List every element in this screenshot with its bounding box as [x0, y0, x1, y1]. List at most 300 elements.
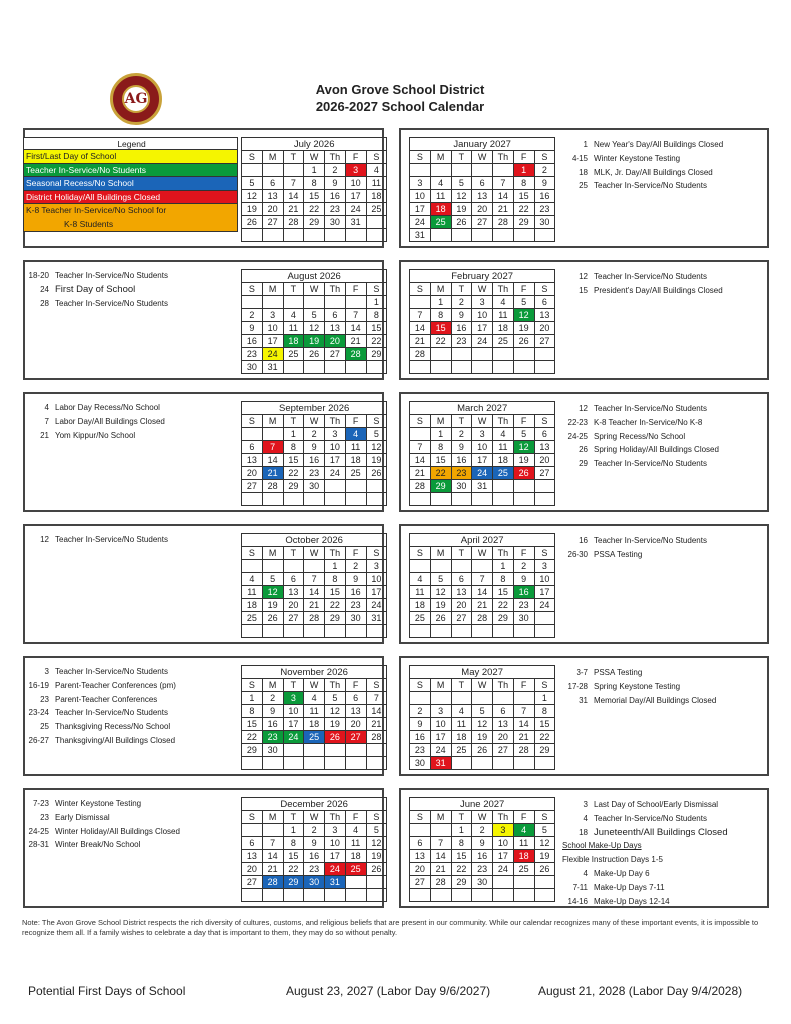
district-logo [110, 73, 162, 125]
day-cell [366, 744, 387, 757]
day-cell: 12 [366, 441, 387, 454]
day-cell: 30 [304, 480, 325, 493]
event-item [560, 166, 723, 180]
day-cell [493, 361, 514, 374]
event-text: Teacher In-Service/No Students [594, 459, 707, 469]
day-cell: 14 [262, 454, 283, 467]
month-title: January 2027 [410, 138, 555, 151]
day-cell: 14 [345, 322, 366, 335]
day-cell [242, 824, 263, 837]
month-title: May 2027 [410, 666, 555, 679]
event-item [25, 283, 168, 297]
day-cell: 12 [472, 718, 493, 731]
month-calendar [241, 797, 387, 902]
day-cell: 15 [242, 718, 263, 731]
weekday-header: S [366, 811, 387, 824]
weekday-header: S [410, 679, 431, 692]
day-cell: 14 [410, 322, 431, 335]
day-cell [430, 229, 451, 242]
day-cell: 4 [345, 428, 366, 441]
day-cell: 31 [366, 612, 387, 625]
day-cell: 28 [410, 348, 431, 361]
day-cell [513, 692, 534, 705]
day-cell: 23 [242, 348, 263, 361]
month-calendar [409, 797, 555, 902]
day-cell [493, 625, 514, 638]
day-cell: 13 [410, 850, 431, 863]
day-cell: 25 [430, 216, 451, 229]
day-cell: 7 [345, 309, 366, 322]
day-cell: 28 [513, 744, 534, 757]
day-cell: 25 [345, 863, 366, 876]
weekday-header: F [513, 679, 534, 692]
day-cell: 16 [513, 586, 534, 599]
day-cell [430, 625, 451, 638]
weekday-header: M [430, 811, 451, 824]
day-cell [366, 216, 387, 229]
day-cell [534, 361, 555, 374]
day-cell [345, 480, 366, 493]
event-text: Parent-Teacher Conferences [55, 694, 158, 704]
day-cell: 3 [534, 560, 555, 573]
day-cell: 17 [410, 203, 431, 216]
weekday-header: F [345, 283, 366, 296]
event-text: Teacher In-Service/No Students [594, 813, 707, 823]
day-cell: 20 [345, 718, 366, 731]
day-cell: 8 [430, 309, 451, 322]
day-cell: 13 [493, 718, 514, 731]
month-calendar [409, 269, 555, 374]
event-date: 28 [40, 298, 49, 308]
day-cell [262, 164, 283, 177]
day-cell: 17 [325, 454, 346, 467]
event-text: Thanksgiving/All Buildings Closed [55, 735, 176, 745]
day-cell [410, 361, 431, 374]
event-item [560, 416, 719, 430]
day-cell [366, 229, 387, 242]
day-cell: 25 [304, 731, 325, 744]
day-cell: 29 [513, 216, 534, 229]
weekday-header: M [262, 151, 283, 164]
weekday-header: M [262, 679, 283, 692]
day-cell [345, 744, 366, 757]
weekday-header: S [242, 547, 263, 560]
event-date: 18 [579, 827, 588, 837]
day-cell [493, 480, 514, 493]
event-item [560, 138, 723, 152]
day-cell: 7 [410, 441, 431, 454]
day-cell: 31 [262, 361, 283, 374]
day-cell: 20 [534, 322, 555, 335]
month-calendar [409, 137, 555, 242]
day-cell: 22 [325, 599, 346, 612]
event-date: 3 [44, 667, 49, 676]
weekday-header: Th [493, 415, 514, 428]
day-cell: 16 [472, 850, 493, 863]
day-cell [513, 229, 534, 242]
day-cell: 10 [472, 441, 493, 454]
day-cell: 17 [325, 850, 346, 863]
weekday-header: Th [493, 151, 514, 164]
month-calendar [241, 533, 387, 638]
day-cell [451, 348, 472, 361]
day-cell: 23 [410, 744, 431, 757]
day-cell: 12 [430, 586, 451, 599]
event-text: Winter Holiday/All Buildings Closed [55, 826, 180, 836]
day-cell: 23 [472, 863, 493, 876]
day-cell [534, 229, 555, 242]
day-cell: 28 [430, 876, 451, 889]
day-cell: 3 [325, 824, 346, 837]
day-cell: 20 [283, 599, 304, 612]
event-date: 4 [583, 813, 588, 823]
day-cell [304, 744, 325, 757]
day-cell: 22 [242, 731, 263, 744]
day-cell [366, 876, 387, 889]
day-cell: 19 [262, 599, 283, 612]
event-list [560, 270, 723, 298]
day-cell: 25 [451, 744, 472, 757]
day-cell: 31 [325, 876, 346, 889]
day-cell [472, 164, 493, 177]
day-cell: 2 [534, 164, 555, 177]
day-cell: 21 [472, 599, 493, 612]
event-item [560, 179, 723, 193]
day-cell [242, 428, 263, 441]
day-cell: 20 [451, 599, 472, 612]
event-item [560, 430, 719, 444]
day-cell: 16 [325, 190, 346, 203]
day-cell: 1 [513, 164, 534, 177]
weekday-header: T [451, 811, 472, 824]
day-cell: 30 [513, 612, 534, 625]
event-date: 3 [583, 800, 588, 809]
day-cell: 30 [304, 876, 325, 889]
day-cell [513, 493, 534, 506]
day-cell: 20 [493, 731, 514, 744]
day-cell: 20 [242, 863, 263, 876]
day-cell [451, 692, 472, 705]
event-item [25, 679, 176, 693]
weekday-header: Th [325, 151, 346, 164]
event-date: 23 [40, 812, 49, 822]
event-list [560, 138, 723, 193]
day-cell: 9 [513, 573, 534, 586]
weekday-header: Th [325, 415, 346, 428]
day-cell: 26 [534, 863, 555, 876]
day-cell [430, 348, 451, 361]
day-cell [451, 164, 472, 177]
day-cell: 30 [242, 361, 263, 374]
event-item [560, 812, 728, 826]
event-list [25, 269, 168, 310]
day-cell [430, 889, 451, 902]
day-cell: 9 [304, 837, 325, 850]
day-cell [304, 625, 325, 638]
event-date: 3-7 [576, 668, 588, 677]
day-cell: 7 [304, 573, 325, 586]
day-cell: 31 [410, 229, 431, 242]
weekday-header: T [451, 547, 472, 560]
weekday-header: M [430, 547, 451, 560]
day-cell: 25 [345, 467, 366, 480]
day-cell: 16 [345, 586, 366, 599]
day-cell [283, 164, 304, 177]
day-cell: 13 [325, 322, 346, 335]
event-list [560, 402, 719, 471]
day-cell [534, 876, 555, 889]
day-cell [513, 348, 534, 361]
month-calendar [409, 665, 555, 770]
day-cell: 28 [283, 216, 304, 229]
day-cell [534, 480, 555, 493]
day-cell [325, 889, 346, 902]
day-cell: 19 [534, 850, 555, 863]
day-cell: 18 [242, 599, 263, 612]
day-cell: 19 [304, 335, 325, 348]
day-cell: 21 [410, 335, 431, 348]
diversity-note: Note: The Avon Grove School District respects the rich diversity of cultures, customs, and religious beliefs that are present in our community. While our calendar recognizes many of these important events, it is impossible to recognize them all. If a family wishes to celebrate a day that is important to them, they may do so without penalty. [22, 918, 759, 937]
event-text: MLK, Jr. Day/All Buildings Closed [594, 167, 713, 177]
event-date: 12 [579, 272, 588, 281]
weekday-header: T [283, 547, 304, 560]
day-cell: 12 [366, 837, 387, 850]
day-cell [493, 229, 514, 242]
weekday-header: W [304, 547, 325, 560]
day-cell: 1 [366, 296, 387, 309]
day-cell: 5 [325, 692, 346, 705]
event-date: 24 [40, 284, 49, 294]
day-cell [472, 692, 493, 705]
event-text: Teacher In-Service/No Students [55, 298, 168, 308]
day-cell: 17 [472, 322, 493, 335]
weekday-header: W [472, 283, 493, 296]
day-cell: 6 [534, 296, 555, 309]
weekday-header: W [472, 151, 493, 164]
day-cell [283, 889, 304, 902]
day-cell: 13 [534, 441, 555, 454]
day-cell: 26 [242, 216, 263, 229]
day-cell: 26 [430, 612, 451, 625]
day-cell [304, 757, 325, 770]
makeup-date: 4 [583, 868, 588, 878]
day-cell: 15 [304, 190, 325, 203]
day-cell: 9 [345, 573, 366, 586]
event-list [560, 666, 716, 707]
day-cell [325, 625, 346, 638]
day-cell: 11 [366, 177, 387, 190]
event-date: 15 [579, 285, 588, 295]
day-cell: 29 [534, 744, 555, 757]
day-cell: 29 [283, 876, 304, 889]
event-text: First Day of School [55, 283, 136, 295]
weekday-header: S [534, 415, 555, 428]
day-cell: 30 [410, 757, 431, 770]
day-cell: 13 [345, 705, 366, 718]
day-cell: 24 [325, 467, 346, 480]
day-cell [345, 625, 366, 638]
event-text: Thanksgiving Recess/No School [55, 722, 171, 732]
day-cell: 5 [430, 573, 451, 586]
event-item [560, 270, 723, 284]
day-cell: 9 [451, 309, 472, 322]
day-cell: 28 [472, 612, 493, 625]
day-cell [345, 889, 366, 902]
event-date: 1 [583, 140, 588, 149]
event-text: Early Dismissal [55, 812, 110, 822]
day-cell [410, 692, 431, 705]
weekday-header: M [262, 283, 283, 296]
day-cell: 16 [410, 731, 431, 744]
day-cell: 4 [242, 573, 263, 586]
makeup-text: Make-Up Days 7-11 [594, 882, 665, 892]
day-cell: 18 [283, 335, 304, 348]
day-cell [325, 480, 346, 493]
day-cell [325, 757, 346, 770]
day-cell: 27 [451, 612, 472, 625]
day-cell [262, 229, 283, 242]
day-cell: 10 [430, 718, 451, 731]
day-cell [242, 164, 263, 177]
day-cell [366, 480, 387, 493]
day-cell: 5 [534, 824, 555, 837]
weekday-header: S [366, 151, 387, 164]
day-cell: 11 [513, 837, 534, 850]
day-cell: 5 [513, 296, 534, 309]
day-cell: 24 [430, 744, 451, 757]
event-date: 29 [579, 459, 588, 469]
day-cell: 21 [345, 335, 366, 348]
day-cell: 24 [366, 599, 387, 612]
day-cell: 13 [472, 190, 493, 203]
day-cell: 28 [304, 612, 325, 625]
day-cell: 23 [262, 731, 283, 744]
day-cell: 24 [410, 216, 431, 229]
day-cell: 7 [513, 705, 534, 718]
day-cell [304, 361, 325, 374]
day-cell: 9 [304, 441, 325, 454]
event-text: Winter Keystone Testing [594, 153, 681, 163]
day-cell: 22 [493, 599, 514, 612]
day-cell: 4 [410, 573, 431, 586]
day-cell [262, 824, 283, 837]
day-cell: 3 [493, 824, 514, 837]
day-cell [345, 361, 366, 374]
day-cell [472, 889, 493, 902]
day-cell: 28 [345, 348, 366, 361]
day-cell: 26 [304, 348, 325, 361]
day-cell: 10 [283, 705, 304, 718]
event-date: 24-25 [567, 431, 588, 441]
day-cell [283, 625, 304, 638]
weekday-header: S [366, 547, 387, 560]
day-cell: 16 [451, 322, 472, 335]
makeup-heading: School Make-Up Days [562, 841, 642, 851]
weekday-header: M [262, 415, 283, 428]
day-cell: 21 [493, 203, 514, 216]
day-cell: 7 [262, 441, 283, 454]
day-cell: 6 [451, 573, 472, 586]
day-cell [283, 296, 304, 309]
day-cell: 27 [242, 876, 263, 889]
day-cell [283, 493, 304, 506]
weekday-header: S [534, 679, 555, 692]
day-cell: 15 [283, 850, 304, 863]
event-list [25, 401, 165, 442]
day-cell: 11 [304, 705, 325, 718]
day-cell [366, 493, 387, 506]
day-cell: 23 [534, 203, 555, 216]
day-cell [304, 296, 325, 309]
makeup-flex-days: Flexible Instruction Days 1-5 [562, 855, 663, 865]
weekday-header: T [283, 151, 304, 164]
day-cell [262, 889, 283, 902]
weekday-header: F [345, 811, 366, 824]
weekday-header: S [242, 811, 263, 824]
weekday-header: Th [325, 679, 346, 692]
weekday-header: S [534, 811, 555, 824]
day-cell: 17 [493, 850, 514, 863]
day-cell: 19 [325, 718, 346, 731]
day-cell: 6 [325, 309, 346, 322]
day-cell: 13 [283, 586, 304, 599]
event-item [25, 706, 176, 720]
day-cell [262, 428, 283, 441]
legend [23, 137, 238, 232]
day-cell: 8 [534, 705, 555, 718]
day-cell [493, 164, 514, 177]
weekday-header: M [430, 283, 451, 296]
weekday-header: S [410, 547, 431, 560]
day-cell: 23 [304, 863, 325, 876]
day-cell: 27 [534, 335, 555, 348]
day-cell [366, 889, 387, 902]
weekday-header: S [242, 415, 263, 428]
weekday-header: F [513, 283, 534, 296]
day-cell: 6 [345, 692, 366, 705]
day-cell [304, 889, 325, 902]
day-cell [325, 229, 346, 242]
day-cell: 6 [493, 705, 514, 718]
event-item [25, 734, 176, 748]
day-cell: 4 [283, 309, 304, 322]
day-cell: 10 [493, 837, 514, 850]
day-cell: 11 [345, 837, 366, 850]
day-cell: 26 [366, 467, 387, 480]
day-cell: 31 [472, 480, 493, 493]
weekday-header: W [472, 679, 493, 692]
day-cell: 27 [534, 467, 555, 480]
day-cell [472, 229, 493, 242]
day-cell: 9 [242, 322, 263, 335]
day-cell [242, 889, 263, 902]
day-cell [513, 361, 534, 374]
day-cell [410, 296, 431, 309]
weekday-header: Th [325, 283, 346, 296]
makeup-item [560, 881, 728, 895]
event-item [560, 284, 723, 298]
day-cell [345, 229, 366, 242]
day-cell [410, 824, 431, 837]
day-cell: 30 [262, 744, 283, 757]
event-date: 26 [579, 445, 588, 455]
month-title: March 2027 [410, 402, 555, 415]
event-date: 7-23 [32, 799, 49, 808]
weekday-header: S [410, 415, 431, 428]
day-cell [493, 493, 514, 506]
day-cell: 15 [283, 454, 304, 467]
day-cell: 14 [410, 454, 431, 467]
